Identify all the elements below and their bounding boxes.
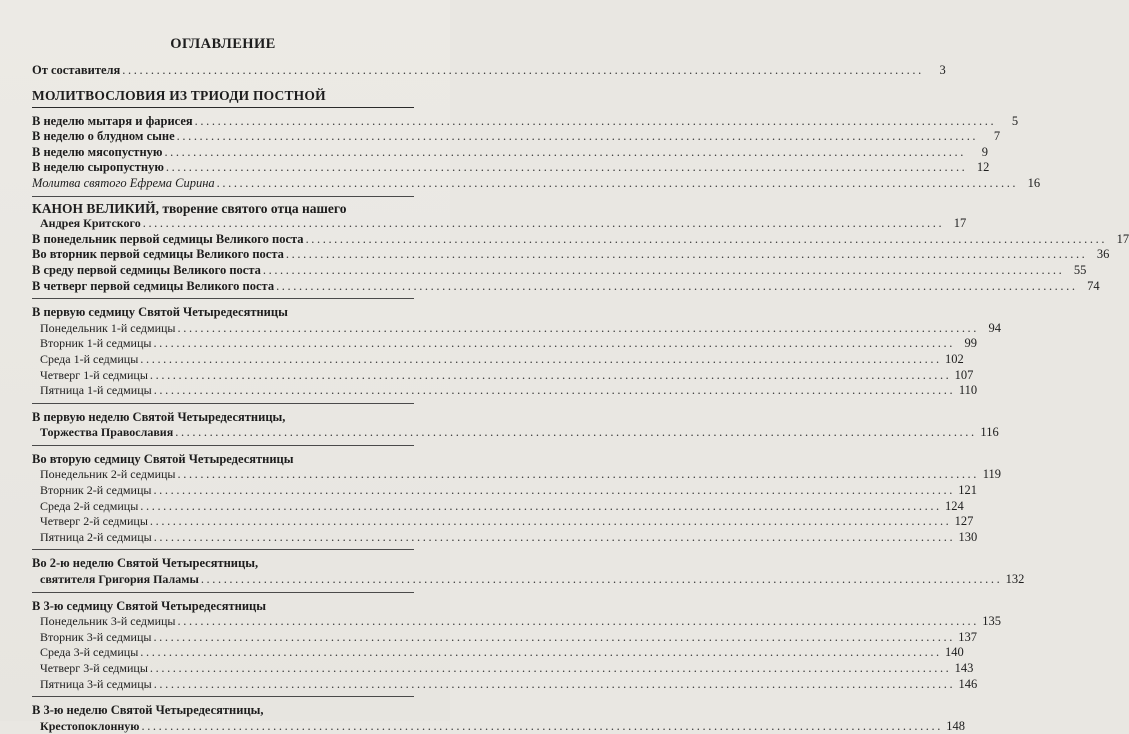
toc-entry <box>32 278 1100 295</box>
dot-leader: ............................................................................................................................................ <box>140 351 942 366</box>
week1-days <box>32 320 1001 399</box>
entry-label: Понедельник 3-й седмицы <box>40 614 176 629</box>
toc-entry <box>32 160 990 176</box>
entry-label: В четверг первой седмицы Великого поста <box>32 278 275 293</box>
section-header-triodion: МОЛИТВОСЛОВИЯ ИЗ ТРИОДИ ПОСТНОЙ <box>32 87 414 108</box>
week2-header <box>32 452 414 468</box>
entry-label: Среда 1-й седмицы <box>40 351 139 366</box>
dot-leader: ............................................................................................................................................ <box>216 175 1019 190</box>
page-number: 116 <box>980 425 999 440</box>
toc-entry-compiler <box>32 63 946 79</box>
page-number: 140 <box>945 645 964 660</box>
entry-label: Среда 2-й седмицы <box>40 498 139 513</box>
dot-leader: ............................................................................................................................................ <box>194 113 997 128</box>
canon-author-entry <box>32 216 967 232</box>
entry-label: Молитва святого Ефрема Сирина <box>32 175 215 190</box>
dot-leader: ............................................................................................................................................ <box>165 160 968 175</box>
entry-label: Понедельник 1-й седмицы <box>40 320 176 335</box>
page-number: 146 <box>958 676 978 691</box>
sunday2-title: Во 2-ю неделю Святой Четыресятницы, <box>32 556 259 571</box>
dot-leader: ............................................................................................................................................ <box>140 645 942 660</box>
entry-label: Пятница 1-й седмицы <box>40 383 152 398</box>
page-number: 5 <box>1011 113 1019 128</box>
page-number: 110 <box>958 383 978 398</box>
page-number: 55 <box>1073 262 1087 277</box>
canon-entries <box>32 231 1129 294</box>
toc-subentry <box>32 351 964 368</box>
dot-leader: ............................................................................................................................................ <box>153 529 956 544</box>
page-number: 16 <box>1027 175 1041 190</box>
entry-label: Четверг 3-й седмицы <box>40 661 148 675</box>
toc-entry <box>32 262 1087 279</box>
page-number: 36 <box>1096 247 1110 262</box>
entry-label: В неделю мытаря и фарисея <box>32 113 193 128</box>
week3-header <box>32 599 414 615</box>
toc-subentry <box>32 676 978 693</box>
sunday3-entry <box>32 718 965 734</box>
page-number: 99 <box>964 336 977 351</box>
page-number: 12 <box>976 160 990 175</box>
entry-label: Среда 3-й седмицы <box>40 645 139 660</box>
page-number: 143 <box>954 661 974 675</box>
toc-subentry <box>32 614 1001 630</box>
dot-leader: ............................................................................................................................................ <box>177 614 979 629</box>
sunday1-entry <box>32 425 999 441</box>
entry-label: Андрея Критского <box>40 216 141 231</box>
page-number: 121 <box>958 483 977 498</box>
toc-entry <box>32 113 1019 130</box>
canon-title: КАНОН ВЕЛИКИЙ, творение святого отца нашего <box>32 200 347 216</box>
page-number: 102 <box>945 351 964 366</box>
entry-label: Пятница 2-й седмицы <box>40 529 152 544</box>
toc-subentry <box>32 529 978 546</box>
toc-subentry <box>32 498 964 515</box>
week1-header <box>32 305 414 321</box>
toc-subentry <box>32 467 1001 483</box>
toc-entry <box>32 247 1110 263</box>
dot-leader: ............................................................................................................................................ <box>142 216 945 231</box>
entry-label: Торжества Православия <box>40 425 174 440</box>
toc-subentry <box>32 383 978 399</box>
page-number: 130 <box>958 529 978 544</box>
dot-leader: ............................................................................................................................................ <box>122 63 924 77</box>
dot-leader: ............................................................................................................................................ <box>177 320 979 335</box>
toc-subentry <box>32 629 977 646</box>
entry-label: Во вторую седмицу Святой Четыредесятницы <box>32 451 294 466</box>
toc-entry <box>32 144 988 161</box>
entry-label: Во вторник первой седмицы Великого поста <box>32 247 284 262</box>
dot-leader: ............................................................................................................................................ <box>305 231 1108 246</box>
dot-leader: ............................................................................................................................................ <box>153 629 955 644</box>
dot-leader: ............................................................................................................................................ <box>153 336 955 351</box>
page-number: 135 <box>982 614 1001 629</box>
page-number: 17 <box>953 216 967 231</box>
page-number: 17 <box>1116 231 1129 246</box>
entry-label: В среду первой седмицы Великого поста <box>32 262 261 277</box>
sunday3-title: В 3-ю неделю Святой Четыредесятницы, <box>32 703 264 718</box>
entry-label: В понедельник первой седмицы Великого поста <box>32 231 304 246</box>
entry-label: Крестопоклонную <box>40 718 140 733</box>
dot-leader: ............................................................................................................................................ <box>164 144 966 159</box>
page-number: 127 <box>954 514 974 529</box>
dot-leader: ............................................................................................................................................ <box>285 247 1088 262</box>
page-number: 94 <box>988 320 1001 335</box>
entry-label: Вторник 1-й седмицы <box>40 336 152 351</box>
dot-leader: ............................................................................................................................................ <box>153 383 956 398</box>
entry-label: В неделю о блудном сыне <box>32 129 175 144</box>
toc-subentry <box>32 483 977 499</box>
entry-label: Четверг 1-й седмицы <box>40 367 148 382</box>
dot-leader: ............................................................................................................................................ <box>149 661 952 675</box>
entry-label: Вторник 3-й седмицы <box>40 629 152 644</box>
toc-subentry <box>32 336 977 352</box>
entry-label: В первую седмицу Святой Четыредесятницы <box>32 305 288 320</box>
dot-leader: ............................................................................................................................................ <box>140 498 942 513</box>
page-number: 119 <box>982 467 1001 482</box>
dot-leader: ............................................................................................................................................ <box>149 367 952 382</box>
table-of-contents <box>32 36 1129 734</box>
dot-leader: ............................................................................................................................................ <box>153 483 955 498</box>
dot-leader: ............................................................................................................................................ <box>141 718 943 733</box>
dot-leader: ............................................................................................................................................ <box>177 467 979 482</box>
toc-subentry <box>32 320 1001 337</box>
dot-leader: ............................................................................................................................................ <box>262 262 1065 277</box>
page-number: 124 <box>945 498 964 513</box>
page-title: ОГЛАВЛЕНИЕ <box>170 36 276 52</box>
toc-subentry <box>32 367 974 384</box>
page-number: 9 <box>981 144 988 159</box>
entry-label: От составителя <box>32 63 121 77</box>
toc-subentry <box>32 514 974 530</box>
entry-label: В неделю мясопустную <box>32 144 163 159</box>
page-number: 74 <box>1087 278 1100 293</box>
sunday2-entry <box>32 572 1025 588</box>
week2-days <box>32 467 1001 545</box>
toc-subentry <box>32 645 964 661</box>
entry-label: В 3-ю седмицу Святой Четыредесятницы <box>32 598 266 613</box>
toc-entry <box>32 231 1129 248</box>
page-number: 3 <box>939 63 946 77</box>
entry-label: Пятница 3-й седмицы <box>40 676 152 691</box>
entry-label: В неделю сыропустную <box>32 160 164 175</box>
entry-label: Четверг 2-й седмицы <box>40 514 148 529</box>
dot-leader: ............................................................................................................................................ <box>276 278 1078 293</box>
page-number: 148 <box>946 718 965 733</box>
toc-entry <box>32 175 1041 192</box>
toc-entry <box>32 129 1001 145</box>
triodion-entries <box>32 113 1041 192</box>
dot-leader: ............................................................................................................................................ <box>153 676 956 691</box>
page-number: 132 <box>1005 572 1025 587</box>
page-number: 107 <box>954 367 974 382</box>
week3-days <box>32 614 1001 692</box>
entry-label: Вторник 2-й седмицы <box>40 483 152 498</box>
dot-leader: ............................................................................................................................................ <box>200 572 1003 587</box>
page-number: 7 <box>993 129 1001 144</box>
dot-leader: ............................................................................................................................................ <box>176 129 979 144</box>
dot-leader: ............................................................................................................................................ <box>149 514 952 529</box>
sunday1-title: В первую неделю Святой Четыредесятницы, <box>32 409 286 424</box>
entry-label: Понедельник 2-й седмицы <box>40 467 176 482</box>
page-number: 137 <box>958 629 977 644</box>
toc-subentry <box>32 661 974 677</box>
dot-leader: ............................................................................................................................................ <box>175 425 977 440</box>
entry-label: святителя Григория Паламы <box>40 572 199 587</box>
